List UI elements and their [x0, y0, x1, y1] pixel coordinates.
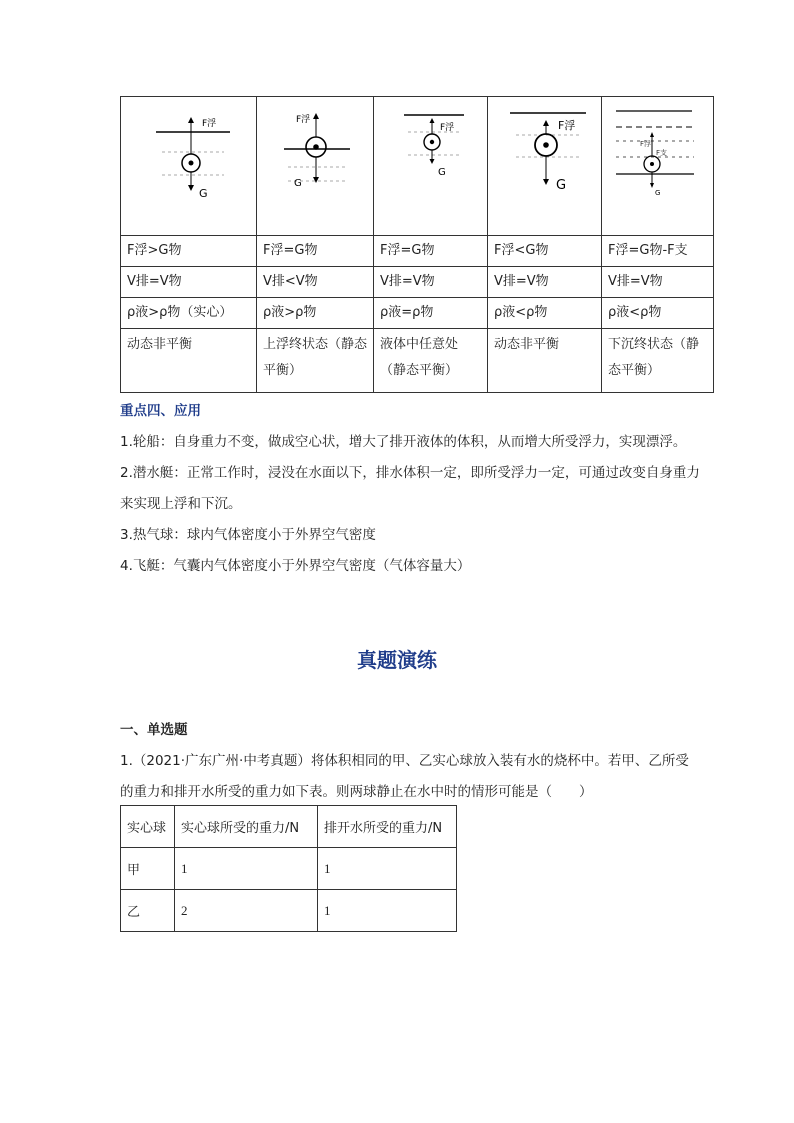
table-cell: 乙 [121, 890, 175, 932]
key-point-item: 1.轮船：自身重力不变，做成空心状，增大了排开液体的体积，从而增大所受浮力，实现漂浮。 [120, 434, 687, 450]
table-cell: 下沉终状态（静态平衡） [602, 329, 714, 393]
section-title: 真题演练 [357, 648, 437, 672]
support-force-label: F支 [656, 149, 668, 157]
question-data-table [120, 805, 457, 932]
floating-up-diagram [132, 97, 246, 235]
table-cell: F浮>G物 [121, 236, 257, 267]
gravity-label: G [438, 167, 446, 178]
diagram-cell [374, 97, 488, 236]
table-cell: F浮=G物 [257, 236, 374, 267]
density-relation-row [121, 298, 714, 329]
force-up-label: F浮 [640, 140, 652, 148]
force-up-label: F浮 [440, 123, 455, 133]
table-cell: F浮=G物 [374, 236, 488, 267]
suspended-diagram [374, 97, 488, 235]
table-row [121, 890, 457, 932]
table-cell: 动态非平衡 [488, 329, 602, 393]
sunk-bottom-diagram [602, 97, 716, 235]
diagram-cell [257, 97, 374, 236]
table-header-cell: 实心球所受的重力/N [175, 806, 318, 848]
table-cell: 1 [175, 848, 318, 890]
force-up-label: F浮 [201, 119, 216, 129]
table-cell: F浮=G物-F支 [602, 236, 714, 267]
table-row [121, 848, 457, 890]
table-cell: ρ液<ρ物 [602, 298, 714, 329]
key-point-item: 2.潜水艇：正常工作时，浸没在水面以下，排水体积一定，即所受浮力一定，可通过改变自身重力来实现上浮和下沉。 [120, 465, 700, 512]
gravity-label: G [294, 178, 302, 189]
key-point-heading: 重点四、应用 [120, 403, 201, 419]
table-header-cell: 排开水所受的重力/N [318, 806, 457, 848]
diagram-cell [488, 97, 602, 236]
table-cell: V排=V物 [121, 267, 257, 298]
table-cell: 动态非平衡 [121, 329, 257, 393]
force-up-label: F浮 [296, 115, 311, 125]
gravity-label: G [655, 189, 661, 197]
table-cell: V排=V物 [374, 267, 488, 298]
question-text: 1.（2021·广东广州·中考真题）将体积相同的甲、乙实心球放入装有水的烧杯中。若甲、乙所受的重力和排开水所受的重力如下表。则两球静止在水中时的情形可能是（ ） [120, 753, 689, 800]
table-cell: ρ液=ρ物 [374, 298, 488, 329]
force-relation-row [121, 236, 714, 267]
table-cell: V排=V物 [488, 267, 602, 298]
table-cell: 1 [318, 890, 457, 932]
table-cell: 1 [318, 848, 457, 890]
table-cell: F浮<G物 [488, 236, 602, 267]
key-point-section [120, 396, 700, 582]
table-cell: 2 [175, 890, 318, 932]
force-up-label: F浮 [558, 119, 576, 132]
diagram-cell [121, 97, 257, 236]
gravity-label: G [198, 187, 208, 200]
table-cell: ρ液>ρ物 [257, 298, 374, 329]
gravity-label: G [556, 178, 567, 193]
table-cell: ρ液<ρ物 [488, 298, 602, 329]
table-cell: ρ液>ρ物（实心） [121, 298, 257, 329]
question-section-heading: 一、单选题 [120, 722, 188, 738]
volume-relation-row [121, 267, 714, 298]
table-cell: 液体中任意处（静态平衡） [374, 329, 488, 393]
floating-surface-diagram [258, 97, 372, 235]
buoyancy-state-table [120, 96, 714, 393]
key-point-item: 4.飞艇：气囊内气体密度小于外界空气密度（气体容量大） [120, 558, 471, 574]
table-cell: 上浮终状态（静态平衡） [257, 329, 374, 393]
table-header-cell: 实心球 [121, 806, 175, 848]
question-section [120, 715, 700, 808]
table-header-row [121, 806, 457, 848]
sinking-diagram [488, 97, 602, 235]
diagram-cell [602, 97, 714, 236]
table-cell: 甲 [121, 848, 175, 890]
table-cell: V排<V物 [257, 267, 374, 298]
motion-state-row [121, 329, 714, 393]
diagram-row [121, 97, 714, 236]
key-point-item: 3.热气球：球内气体密度小于外界空气密度 [120, 527, 376, 543]
table-cell: V排=V物 [602, 267, 714, 298]
